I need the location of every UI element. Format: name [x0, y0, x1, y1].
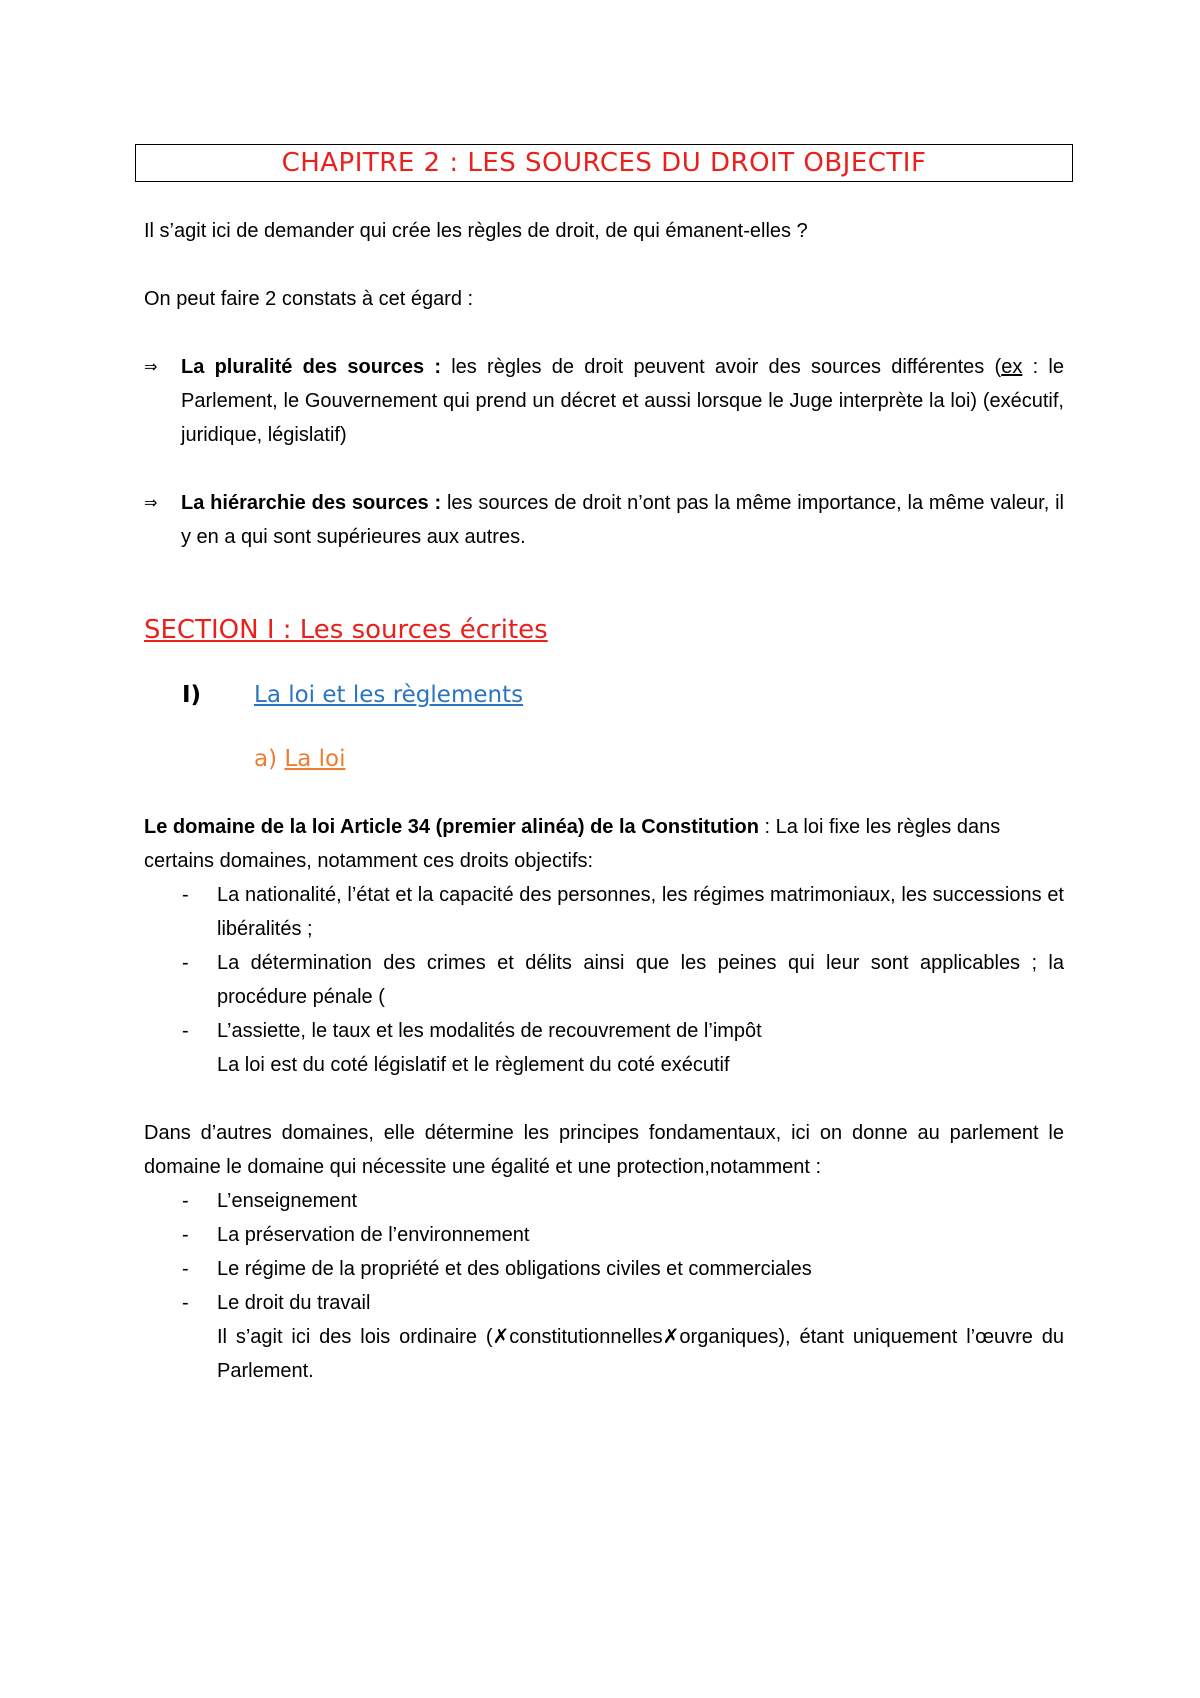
- list-item: [144, 1218, 1064, 1252]
- point-plurality-ex: ex: [1001, 356, 1023, 378]
- point-plurality-body-2: : le Parlement, le Gouvernement qui prend un décret et aussi lorsque le Juge interprète la loi) (exécutif, juridique, législatif): [181, 356, 1064, 446]
- dash-bullet: -: [182, 1258, 189, 1280]
- point-plurality: [144, 350, 1064, 452]
- document-body: [144, 214, 1064, 1388]
- subsection-heading: [144, 678, 1064, 712]
- list-item: [144, 1286, 1064, 1320]
- list-item: [144, 1252, 1064, 1286]
- dash-bullet: -: [182, 1292, 189, 1314]
- arrow-icon: ⇒: [144, 493, 158, 512]
- dash-bullet: -: [182, 884, 189, 906]
- list-item-text: L’assiette, le taux et les modalités de recouvrement de l’impôt: [217, 1020, 762, 1042]
- domain-list-2: [144, 1184, 1064, 1320]
- list-item-text: La nationalité, l’état et la capacité des personnes, les régimes matrimoniaux, les successions et libéralités ;: [217, 884, 1064, 940]
- point-plurality-body-1: les règles de droit peuvent avoir des sources différentes (: [440, 356, 1002, 378]
- list-item: [144, 1184, 1064, 1218]
- list-item-text: L’enseignement: [217, 1190, 358, 1212]
- domain-list-1: [144, 878, 1064, 1048]
- intro-paragraph-1: Il s’agit ici de demander qui crée les règles de droit, de qui émanent-elles ?: [144, 220, 808, 242]
- list-item: [144, 946, 1064, 1014]
- subsubsection-letter: a): [254, 746, 278, 772]
- subsubsection-label: La loi: [284, 746, 346, 772]
- chapter-title: CHAPITRE 2 : LES SOURCES DU DROIT OBJECTIF: [281, 148, 927, 178]
- section-title: SECTION I : Les sources écrites: [144, 615, 548, 645]
- list-item: [144, 878, 1064, 946]
- point-hierarchy-body: les sources de droit n’ont pas la même importance, la même valeur, il y en a qui sont supérieures aux autres.: [181, 492, 1064, 548]
- domain-paragraph: [144, 810, 1064, 878]
- point-hierarchy-label: La hiérarchie des sources :: [181, 492, 442, 514]
- arrow-icon: ⇒: [144, 357, 158, 376]
- subsection-number: I): [182, 682, 202, 708]
- point-plurality-text: [181, 350, 1064, 452]
- list-item-text: Le régime de la propriété et des obligations civiles et commerciales: [217, 1258, 812, 1280]
- list-item-text: Le droit du travail: [217, 1292, 371, 1314]
- list-item-text: La détermination des crimes et délits ainsi que les peines qui leur sont applicables ; la procédure pénale (: [217, 952, 1064, 1008]
- list-item-text: La préservation de l’environnement: [217, 1224, 530, 1246]
- dash-bullet: -: [182, 952, 189, 974]
- dash-bullet: -: [182, 1020, 189, 1042]
- domain-paragraph-body: : La loi fixe les règles dans certains domaines, notamment ces droits objectifs:: [144, 816, 1001, 872]
- chapter-title-box: [135, 144, 1073, 182]
- point-hierarchy-text: [181, 486, 1064, 554]
- point-hierarchy: [144, 486, 1064, 554]
- domain-paragraph-label: Le domaine de la loi Article 34 (premier alinéa) de la Constitution: [144, 816, 759, 838]
- paragraph-2: Dans d’autres domaines, elle détermine les principes fondamentaux, ici on donne au parlement le domaine le domaine qui nécessite une égalité et une protection,notamment :: [144, 1122, 1064, 1178]
- subsection-label: La loi et les règlements: [254, 682, 524, 708]
- list-2-note: Il s’agit ici des lois ordinaire (✗constitutionnelles✗organiques), étant uniquement l’œuvre du Parlement.: [217, 1326, 1064, 1382]
- intro-paragraph-2: On peut faire 2 constats à cet égard :: [144, 288, 474, 310]
- dash-bullet: -: [182, 1224, 189, 1246]
- list-item: [144, 1014, 1064, 1048]
- list-1-note: La loi est du coté législatif et le règlement du coté exécutif: [217, 1054, 730, 1076]
- subsubsection-heading: [144, 742, 1064, 776]
- point-plurality-label: La pluralité des sources :: [181, 356, 441, 378]
- dash-bullet: -: [182, 1190, 189, 1212]
